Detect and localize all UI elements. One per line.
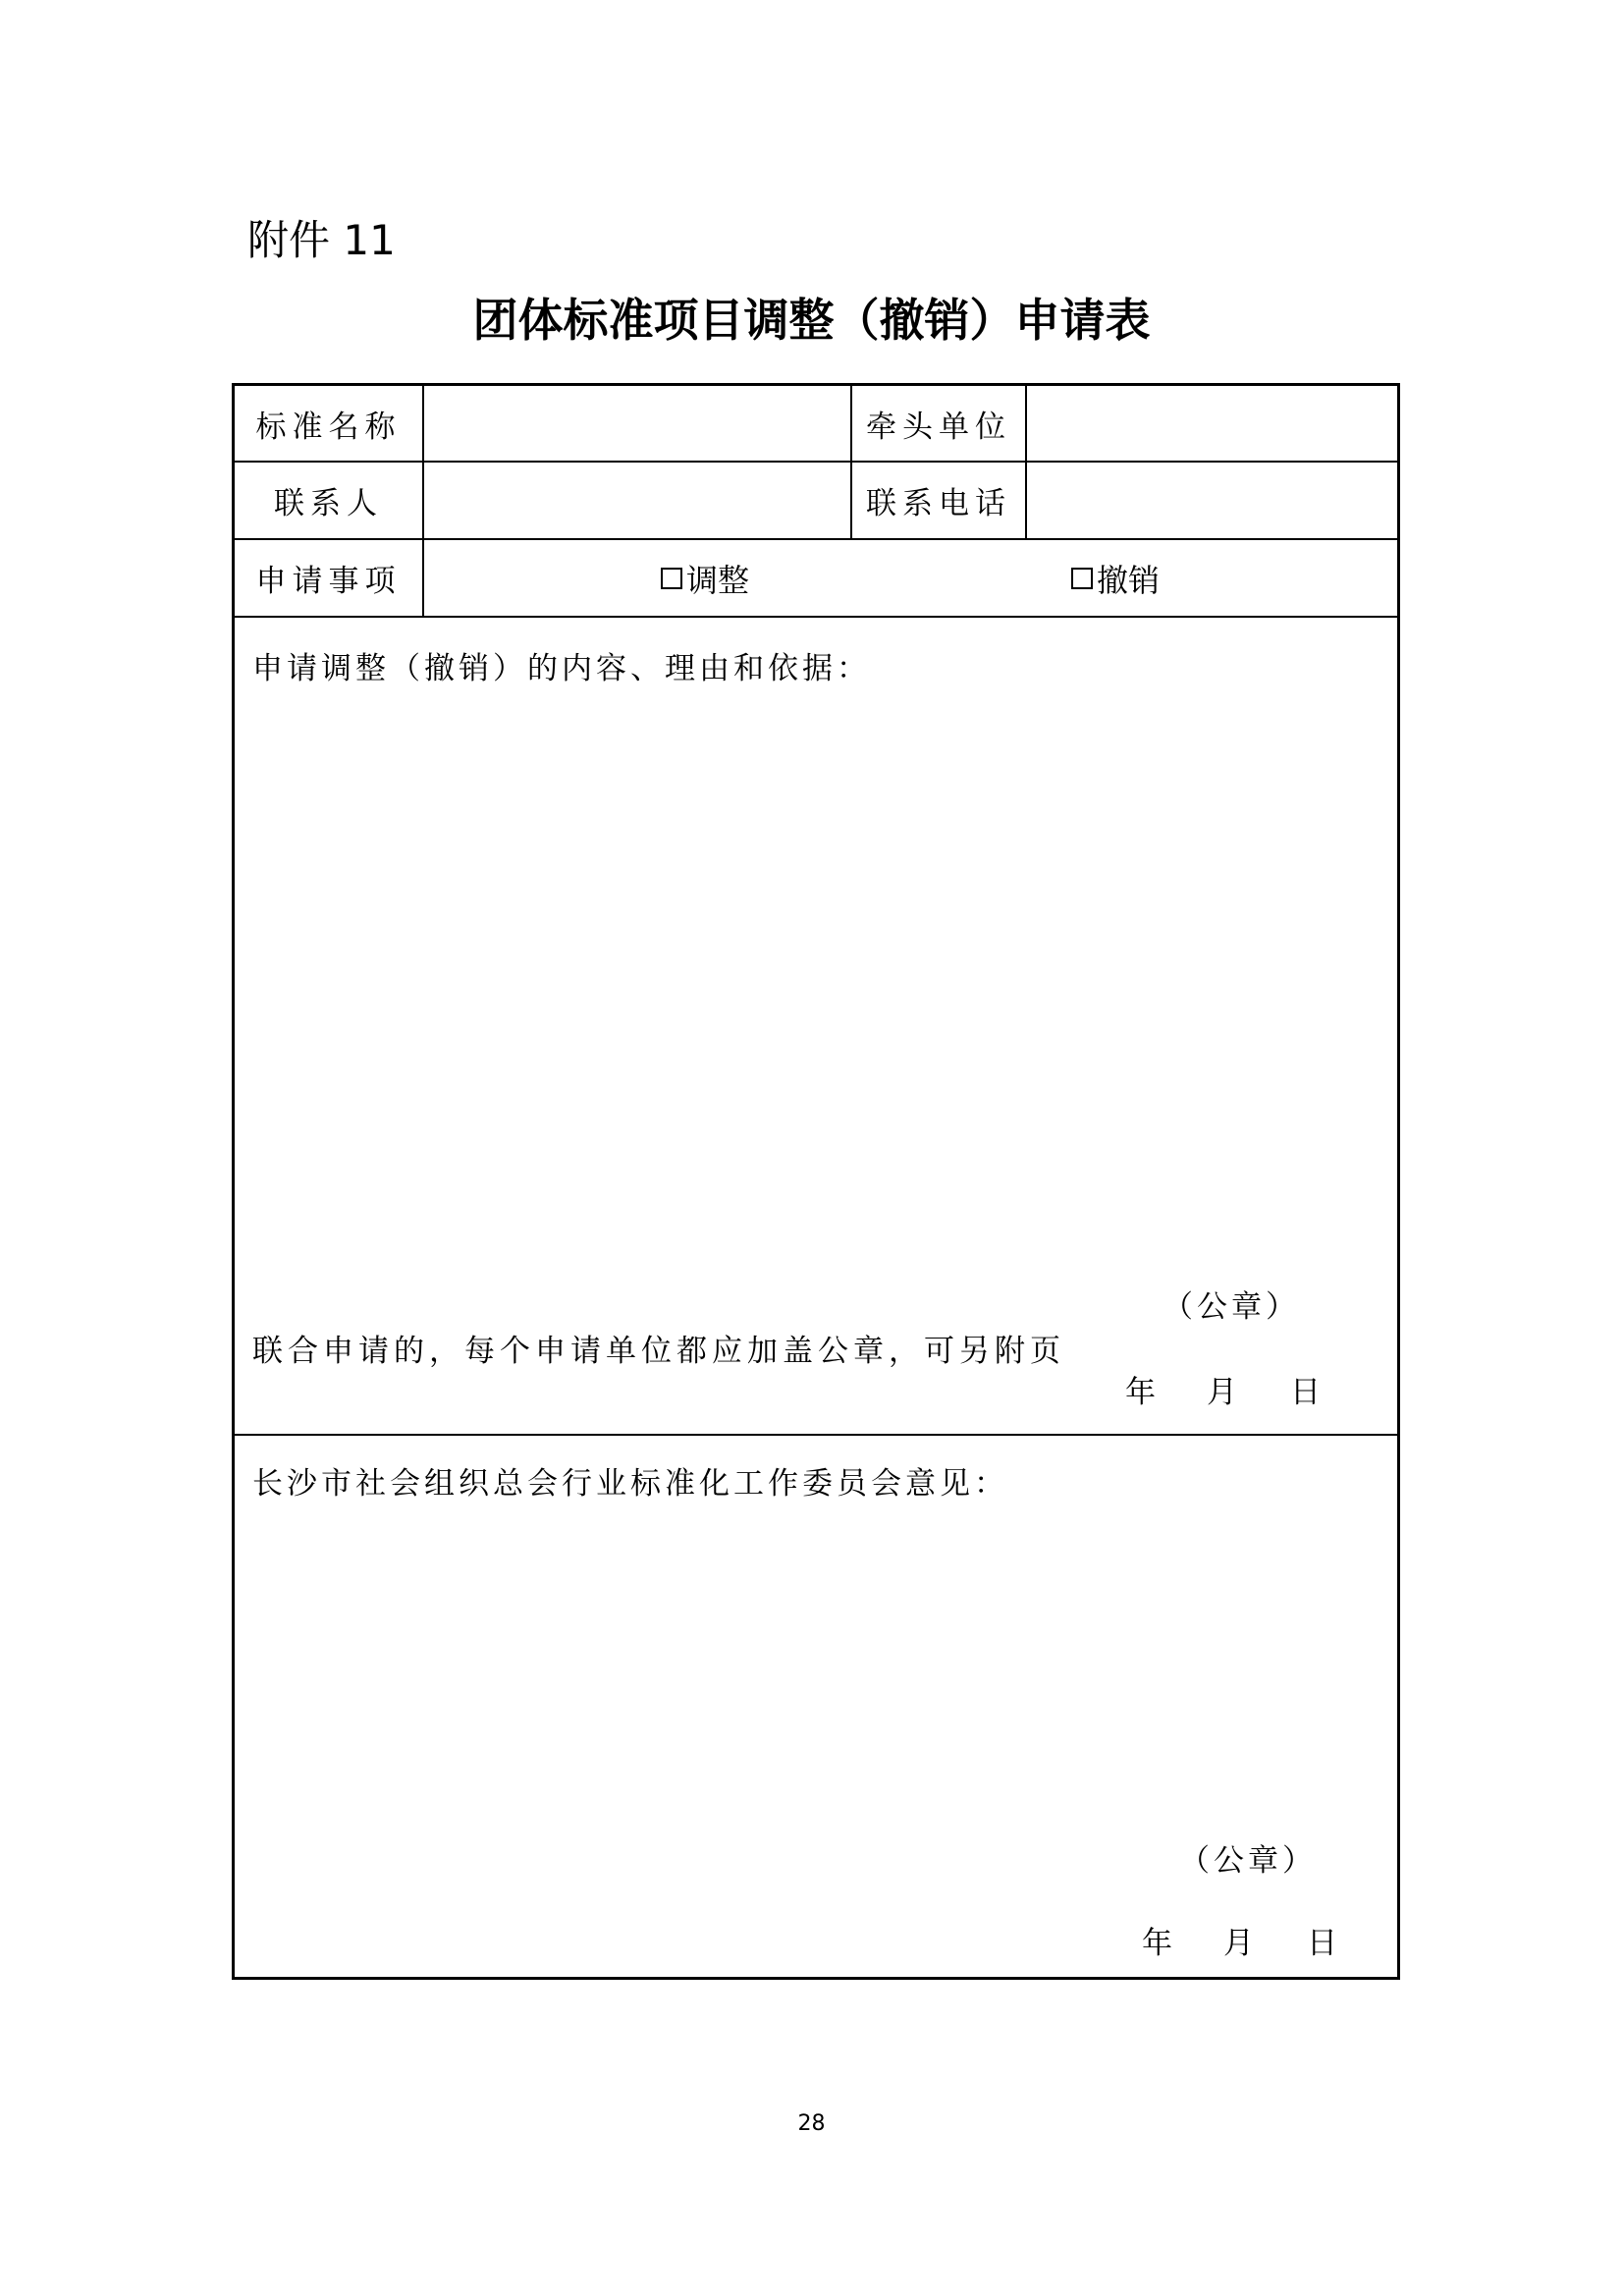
opinion-date-day: 日 [1307, 1926, 1341, 1961]
standard-name-label: 标准名称 [255, 409, 402, 445]
row-divider [235, 616, 1397, 618]
contact-phone-field[interactable] [1027, 463, 1397, 538]
page-number: 28 [797, 2111, 826, 2136]
content-seal: （公章） [1163, 1289, 1300, 1325]
content-prompt: 申请调整（撤销）的内容、理由和依据： [252, 651, 871, 686]
row-divider [235, 1434, 1397, 1436]
contact-person-label: 联系人 [274, 486, 383, 521]
joint-application-note: 联合申请的，每个申请单位都应加盖公章，可另附页 [252, 1334, 1065, 1369]
application-form [232, 383, 1400, 1980]
revoke-option-label: 撤销 [1097, 561, 1161, 599]
content-date-month: 月 [1207, 1375, 1241, 1410]
page-title: 团体标准项目调整（撤销）申请表 [472, 294, 1151, 347]
application-item-label: 申请事项 [255, 564, 402, 599]
opinion-date-year: 年 [1142, 1926, 1176, 1961]
checkbox-icon [661, 568, 682, 589]
lead-unit-field[interactable] [1027, 386, 1397, 461]
attachment-label: 附件 11 [247, 216, 396, 264]
lead-unit-label: 牵头单位 [866, 409, 1011, 445]
opinion-date-month: 月 [1223, 1926, 1258, 1961]
adjust-option-label: 调整 [686, 561, 750, 599]
revoke-checkbox[interactable] [1071, 540, 1160, 616]
content-date-day: 日 [1290, 1375, 1325, 1410]
contact-person-field[interactable] [424, 463, 850, 538]
opinion-seal: （公章） [1179, 1843, 1317, 1879]
adjust-checkbox[interactable] [661, 540, 749, 616]
standard-name-field[interactable] [424, 386, 850, 461]
checkbox-icon [1071, 568, 1093, 589]
committee-opinion-prompt: 长沙市社会组织总会行业标准化工作委员会意见： [252, 1466, 1008, 1502]
contact-phone-label: 联系电话 [866, 486, 1011, 521]
content-date-year: 年 [1125, 1375, 1160, 1410]
